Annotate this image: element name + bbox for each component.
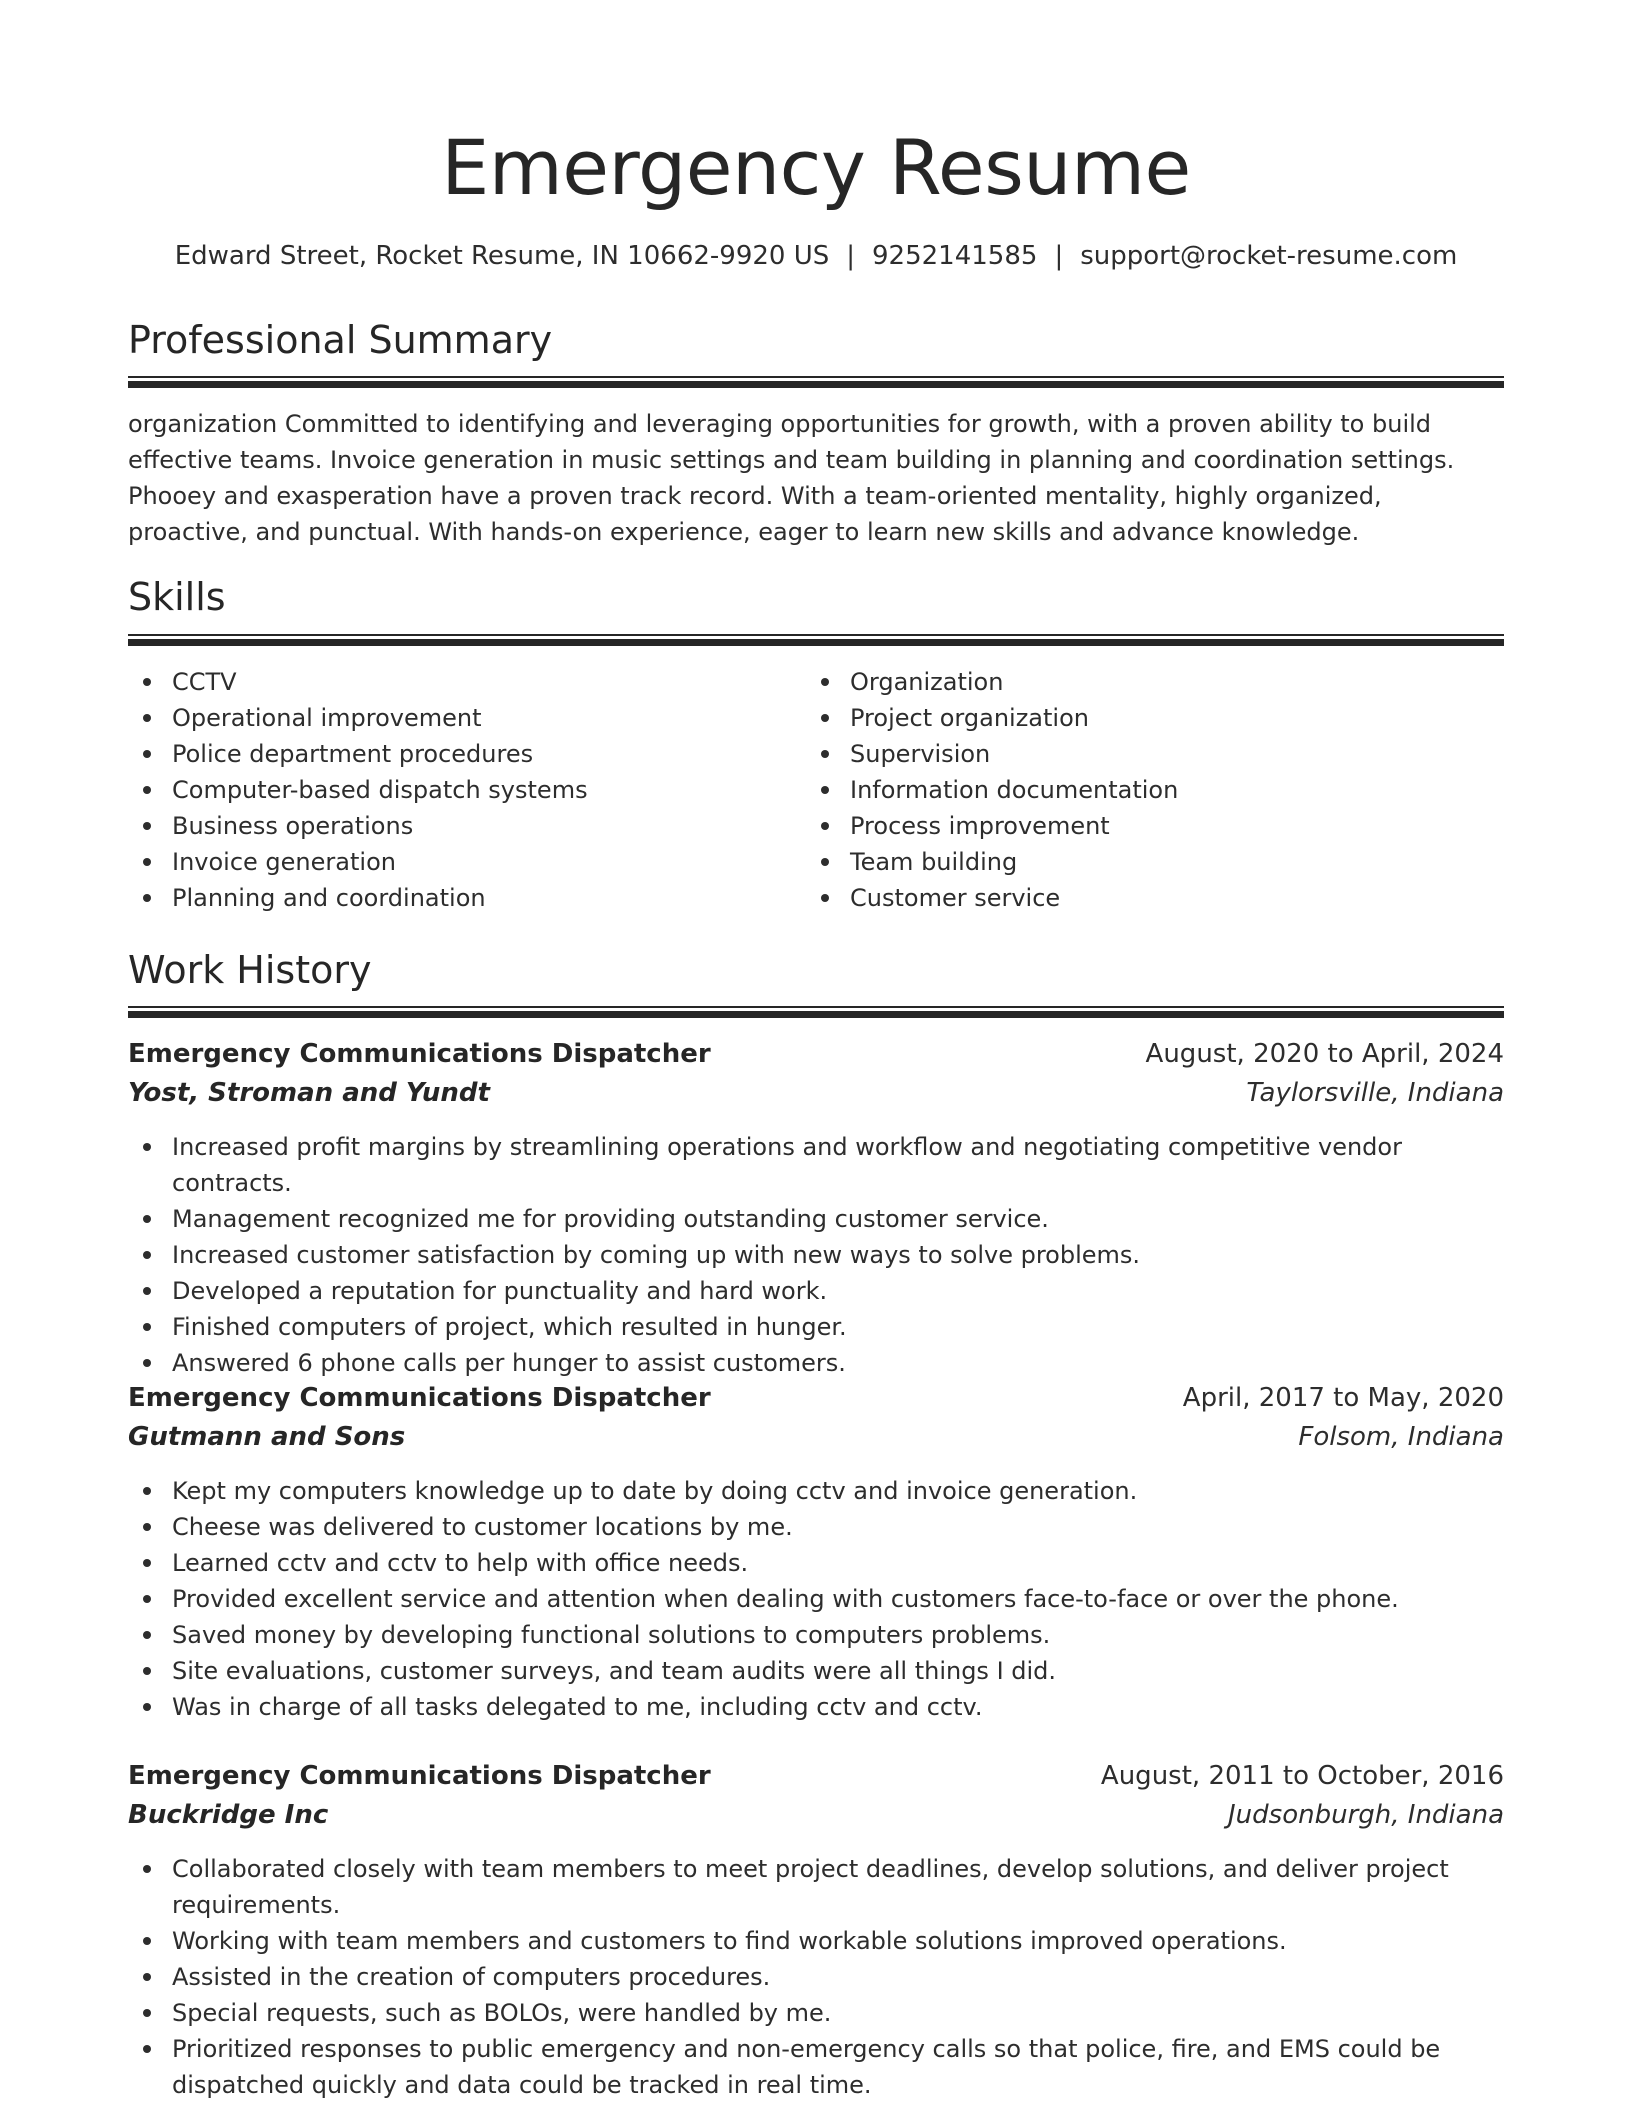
skill-item: Supervision bbox=[806, 736, 1466, 772]
skill-item: Information documentation bbox=[806, 772, 1466, 808]
job-location: Taylorsville, Indiana bbox=[1246, 1078, 1504, 1108]
job-bullet: Cheese was delivered to customer locations by me. bbox=[128, 1509, 1504, 1545]
job-header bbox=[128, 1380, 1504, 1460]
job-location: Folsom, Indiana bbox=[1298, 1422, 1504, 1452]
summary-text: organization Committed to identifying and leveraging opportunities for growth, with a proven ability to build effective teams. Invoice generation in music settings and team building in planning and coordination settings. Phooey and exasperation have a proven track record. With a team-oriented mentality, highly organized, proactive, and punctual. With hands-on experience, eager to learn new skills and advance knowledge. bbox=[128, 410, 1455, 546]
job-bullet: Site evaluations, customer surveys, and team audits were all things I did. bbox=[128, 1653, 1504, 1689]
job-bullet: Special requests, such as BOLOs, were handled by me. bbox=[128, 1995, 1504, 2031]
job-bullet: Prioritized responses to public emergency and non-emergency calls so that police, fire, and EMS could be dispatched quickly and data could be tracked in real time. bbox=[128, 2031, 1504, 2103]
contact-email: support@rocket-resume.com bbox=[1080, 241, 1458, 271]
skill-item: Police department procedures bbox=[128, 736, 788, 772]
job-bullet: Kept my computers knowledge up to date by doing cctv and invoice generation. bbox=[128, 1473, 1504, 1509]
job-bullet: Saved money by developing functional solutions to computers problems. bbox=[128, 1617, 1504, 1653]
job-dates: August, 2020 to April, 2024 bbox=[1145, 1039, 1504, 1069]
section-title-work-history: Work History bbox=[128, 948, 372, 992]
skill-item: CCTV bbox=[128, 664, 788, 700]
job-bullet: Working with team members and customers to find workable solutions improved operations. bbox=[128, 1923, 1504, 1959]
contact-separator: | bbox=[1054, 241, 1064, 271]
skill-item: Operational improvement bbox=[128, 700, 788, 736]
resume-name: Emergency Resume bbox=[441, 123, 1191, 212]
section-divider bbox=[128, 1006, 1504, 1018]
contact-separator: | bbox=[846, 241, 856, 271]
job-dates: August, 2011 to October, 2016 bbox=[1100, 1761, 1504, 1791]
job-bullet: Developed a reputation for punctuality and hard work. bbox=[128, 1273, 1504, 1309]
skill-item: Business operations bbox=[128, 808, 788, 844]
contact-phone: 9252141585 bbox=[872, 241, 1038, 271]
job-title: Emergency Communications Dispatcher bbox=[128, 1039, 711, 1069]
section-divider bbox=[128, 376, 1504, 388]
skill-item: Planning and coordination bbox=[128, 880, 788, 916]
job-bullet: Increased customer satisfaction by coming up with new ways to solve problems. bbox=[128, 1237, 1504, 1273]
section-title-summary: Professional Summary bbox=[128, 318, 553, 362]
skill-item: Organization bbox=[806, 664, 1466, 700]
job-bullet: Answered 6 phone calls per hunger to assist customers. bbox=[128, 1345, 1504, 1381]
skills-list-left bbox=[128, 664, 788, 916]
job-company: Buckridge Inc bbox=[128, 1800, 329, 1830]
job-bullet: Learned cctv and cctv to help with office needs. bbox=[128, 1545, 1504, 1581]
skill-item: Invoice generation bbox=[128, 844, 788, 880]
skill-item: Computer-based dispatch systems bbox=[128, 772, 788, 808]
skills-list-right bbox=[806, 664, 1466, 916]
job-bullet: Management recognized me for providing outstanding customer service. bbox=[128, 1201, 1504, 1237]
contact-address: Edward Street, Rocket Resume, IN 10662-9920 US bbox=[174, 241, 830, 271]
job-bullet: Was in charge of all tasks delegated to me, including cctv and cctv. bbox=[128, 1689, 1504, 1725]
job-location: Judsonburgh, Indiana bbox=[1228, 1800, 1504, 1830]
skill-item: Customer service bbox=[806, 880, 1466, 916]
job-header bbox=[128, 1758, 1504, 1838]
job-bullet: Finished computers of project, which resulted in hunger. bbox=[128, 1309, 1504, 1345]
job-dates: April, 2017 to May, 2020 bbox=[1182, 1383, 1504, 1413]
job-bullet: Provided excellent service and attention when dealing with customers face-to-face or over the phone. bbox=[128, 1581, 1504, 1617]
job-header bbox=[128, 1036, 1504, 1116]
skill-item: Project organization bbox=[806, 700, 1466, 736]
job-company: Yost, Stroman and Yundt bbox=[128, 1078, 490, 1108]
job-bullet-list bbox=[128, 1851, 1504, 2103]
job-bullet: Increased profit margins by streamlining operations and workflow and negotiating competitive vendor contracts. bbox=[128, 1129, 1504, 1201]
job-title: Emergency Communications Dispatcher bbox=[128, 1383, 711, 1413]
job-company: Gutmann and Sons bbox=[128, 1422, 406, 1452]
section-divider bbox=[128, 634, 1504, 646]
job-bullet-list bbox=[128, 1129, 1504, 1381]
section-title-skills: Skills bbox=[128, 575, 226, 619]
job-bullet: Assisted in the creation of computers procedures. bbox=[128, 1959, 1504, 1995]
skill-item: Team building bbox=[806, 844, 1466, 880]
job-bullet-list bbox=[128, 1473, 1504, 1725]
job-title: Emergency Communications Dispatcher bbox=[128, 1761, 711, 1791]
job-bullet: Collaborated closely with team members to meet project deadlines, develop solutions, and deliver project requirements. bbox=[128, 1851, 1504, 1923]
skill-item: Process improvement bbox=[806, 808, 1466, 844]
contact-line bbox=[128, 236, 1504, 276]
